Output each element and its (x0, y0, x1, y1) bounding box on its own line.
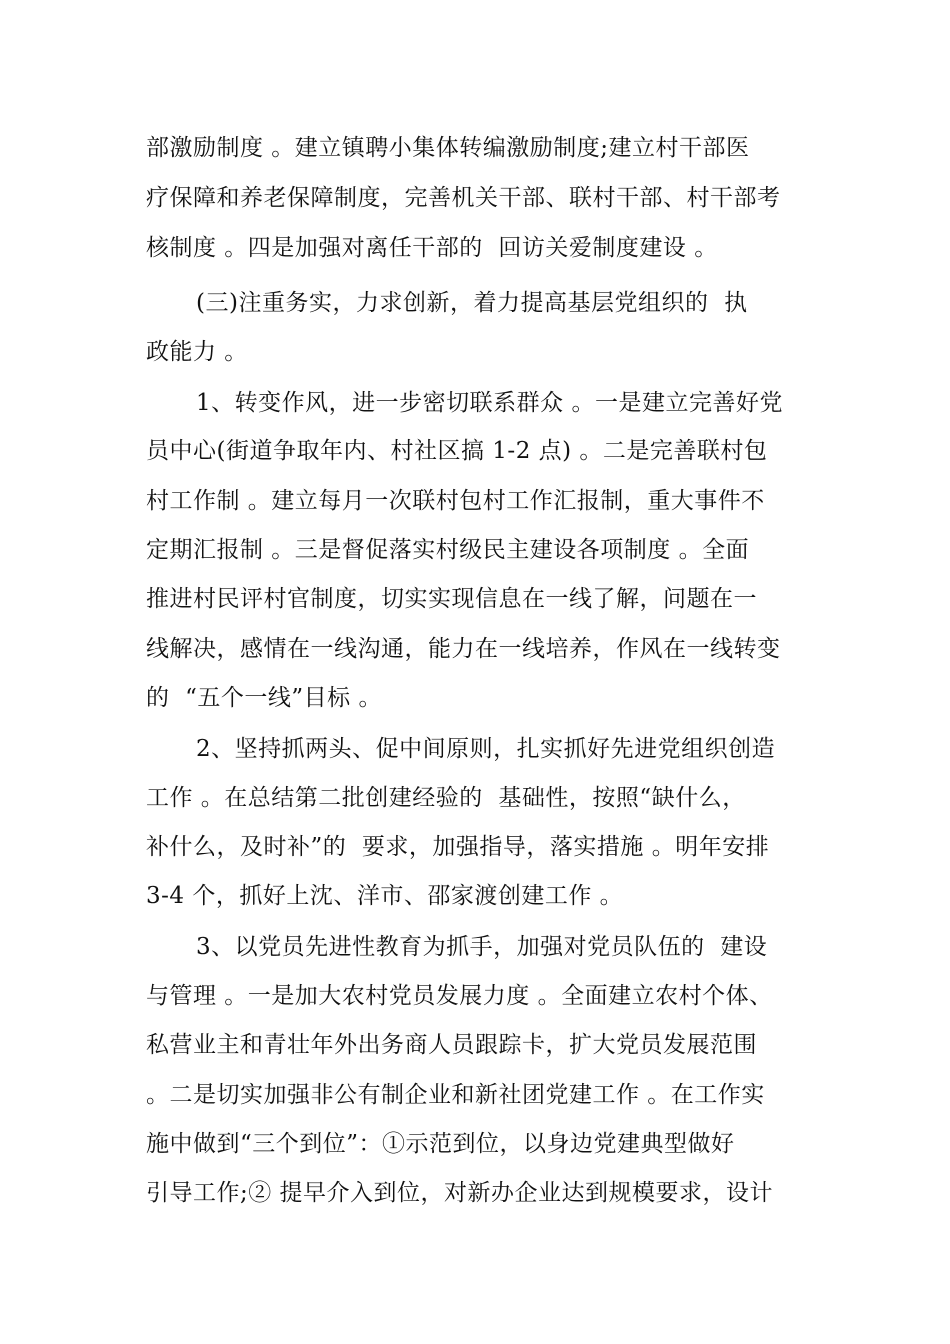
text-line: 私营业主和青壮年外出务商人员跟踪卡，扩大党员发展范围 (146, 1032, 757, 1058)
text-line: 政能力 。 (146, 339, 248, 365)
text-line: 的 “五个一线”目标 。 (146, 685, 382, 711)
text-line: 核制度 。四是加强对离任干部的 回访关爱制度建设 。 (146, 235, 718, 261)
paragraph-start: 3、以党员先进性教育为抓手，加强对党员队伍的 建设 (196, 934, 768, 960)
text-line: 疗保障和养老保障制度，完善机关干部、联村干部、村干部考 (146, 185, 781, 211)
text-line: 施中做到“三个到位”：①示范到位，以身边党建典型做好 (146, 1131, 735, 1157)
paragraph-start: 1、转变作风，进一步密切联系群众 。一是建立完善好党 (196, 390, 783, 416)
text-line: 。二是切实加强非公有制企业和新社团党建工作 。在工作实 (146, 1082, 765, 1108)
text-line: 线解决，感情在一线沟通，能力在一线培养，作风在一线转变 (146, 636, 781, 662)
text-line: 3-4 个，抓好上沈、洋市、邵家渡创建工作 。 (146, 883, 624, 909)
text-line: 村工作制 。建立每月一次联村包村工作汇报制，重大事件不 (146, 488, 765, 514)
text-line: 定期汇报制 。三是督促落实村级民主建设各项制度 。全面 (146, 537, 750, 563)
text-line: 推进村民评村官制度，切实实现信息在一线了解，问题在一 (146, 586, 757, 612)
text-line: 工作 。在总结第二批创建经验的 基础性，按照“缺什么， (146, 785, 746, 811)
paragraph-start: 2、坚持抓两头、促中间原则，扎实抓好先进党组织创造 (196, 736, 776, 762)
section-heading: (三)注重务实，力求创新，着力提高基层党组织的 执 (196, 290, 748, 316)
text-line: 补什么，及时补”的 要求，加强指导，落实措施 。明年安排 (146, 834, 770, 860)
text-line: 部激励制度 。建立镇聘小集体转编激励制度;建立村干部医 (146, 135, 750, 161)
text-line: 与管理 。一是加大农村党员发展力度 。全面建立农村个体、 (146, 983, 773, 1009)
text-line: 引导工作;② 提早介入到位，对新办企业达到规模要求，设计 (146, 1180, 774, 1206)
text-line: 员中心(街道争取年内、村社区搞 1-2 点) 。二是完善联村包 (146, 438, 768, 464)
